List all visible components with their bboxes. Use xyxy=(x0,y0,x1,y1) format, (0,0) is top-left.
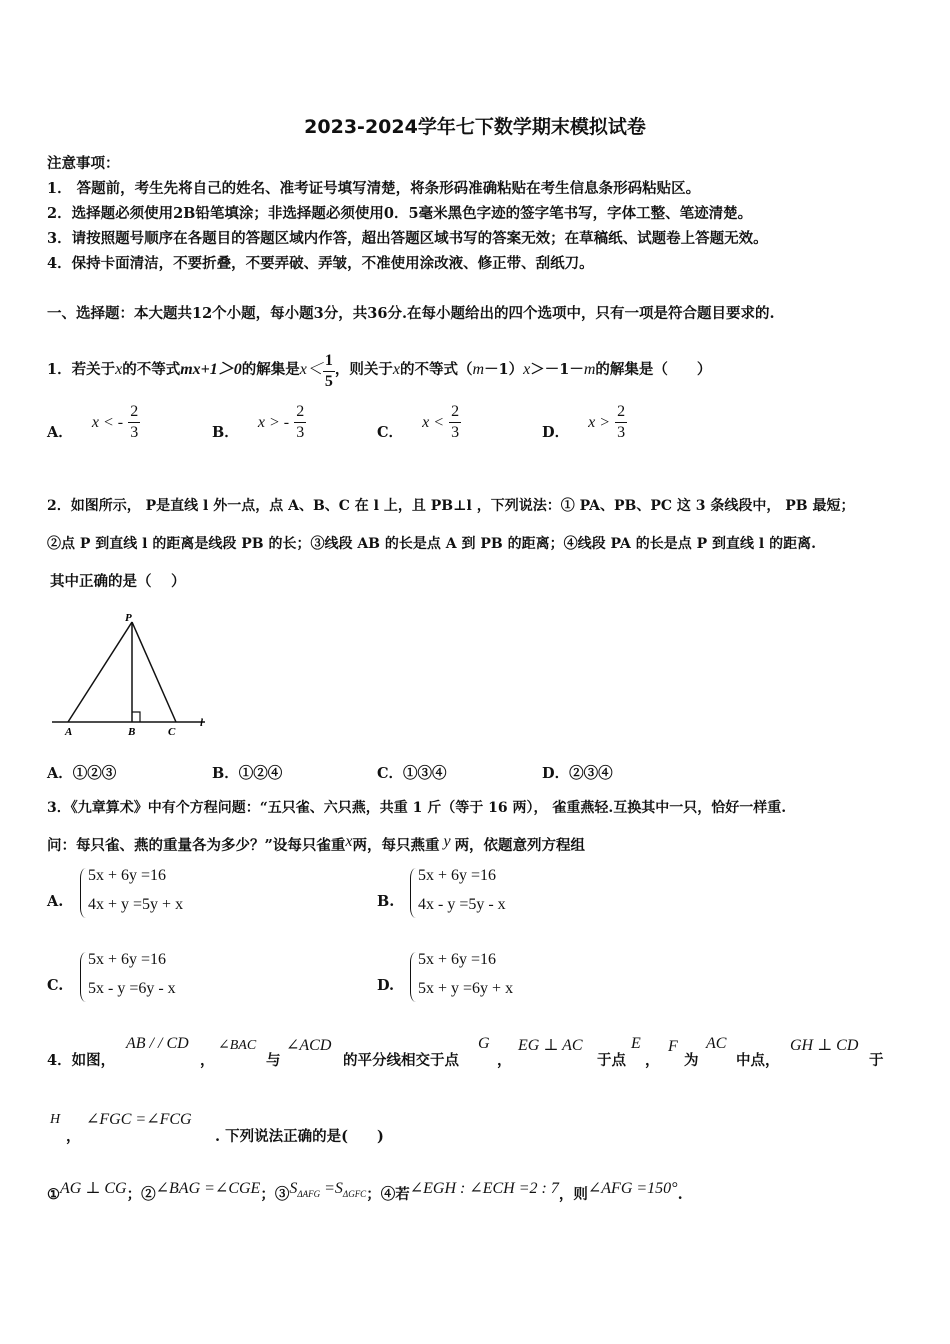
question-3-line: 3．《九章算术》中有个方程问题：“五只雀、六只燕，共重 1 斤（等于 16 两）， 雀重燕轻.互换其中一只，恰好一样重. xyxy=(47,800,787,816)
text: 为 xyxy=(684,1052,699,1069)
math-expr: ∠FGC =∠FCG xyxy=(86,1111,192,1128)
geometry-figure xyxy=(50,608,220,740)
label-c: C xyxy=(168,726,176,738)
option-c[interactable]: C．①③④ xyxy=(377,765,447,782)
option-d-label[interactable]: D. xyxy=(377,977,395,994)
math-expr: H xyxy=(50,1112,61,1127)
label-a: A xyxy=(65,726,73,738)
notice-item: 3．请按照题号顺序在各题目的答题区域内作答，超出答题区域书写的答案无效；在草稿纸、试题卷上答题无效。 xyxy=(47,230,768,247)
math-expr: AC xyxy=(706,1035,727,1052)
label-p: P xyxy=(125,612,132,624)
punct: ， xyxy=(200,1052,215,1069)
math-expr: AB / / CD xyxy=(126,1035,189,1052)
text: 中点， xyxy=(736,1052,780,1069)
question-2-line: ②点 P 到直线 l 的距离是线段 PB 的长；③线段 AB 的长是点 A 到 PB 的距离；④线段 PA 的长是点 P 到直线 l 的距离. xyxy=(47,536,816,552)
math-expr: F xyxy=(668,1038,678,1055)
question-4-text: 4．如图， xyxy=(47,1052,116,1069)
punct: ， xyxy=(66,1128,81,1145)
equation: 5x + 6y =16 xyxy=(418,867,497,884)
math-expr: E xyxy=(631,1035,641,1052)
text: 于点 xyxy=(597,1052,626,1069)
page-title: 2023-2024学年七下数学期末模拟试卷 xyxy=(304,116,646,138)
math-expr: GH ⊥ CD xyxy=(790,1037,859,1054)
notice-heading: 注意事项： xyxy=(47,155,120,172)
question-2-line: 2．如图所示， P是直线 l 外一点，点 A、B、C 在 l 上，且 PB⊥l ，下列说法：① PA、PB、PC 这 3 条线段中， PB 最短； xyxy=(47,498,855,514)
section-heading: 一、选择题：本大题共12个小题，每小题3分，共36分.在每小题给出的四个选项中，只有一项是符合题目要求的. xyxy=(47,305,775,322)
label-l: l xyxy=(200,717,204,729)
math-expr: ∠ACD xyxy=(286,1037,332,1054)
text: 于 xyxy=(869,1052,884,1069)
equation: 5x + 6y =16 xyxy=(88,867,167,884)
notice-item: 4．保持卡面清洁，不要折叠，不要弄破、弄皱，不准使用涂改液、修正带、刮纸刀。 xyxy=(47,255,594,272)
math-expr: ∠BAC xyxy=(218,1038,257,1053)
question-2-line: 其中正确的是（ ） xyxy=(50,573,186,590)
option-d[interactable]: D．②③④ xyxy=(542,765,613,782)
option-d[interactable]: D． x > $\frac{2}{3}$ xyxy=(542,403,626,441)
equation: 5x + 6y =16 xyxy=(88,951,167,968)
text: . 下列说法正确的是( ) xyxy=(215,1128,384,1145)
text: 的平分线相交于点 xyxy=(343,1052,459,1069)
equation: 5x - y =6y - x xyxy=(88,980,176,997)
option-b-label[interactable]: B. xyxy=(377,893,395,910)
option-a-label[interactable]: A. xyxy=(47,893,64,910)
equation: 4x + y =5y + x xyxy=(88,896,184,913)
label-b: B xyxy=(128,726,136,738)
equation: 5x + y =6y + x xyxy=(418,980,514,997)
math-expr: G xyxy=(478,1035,490,1052)
option-b[interactable]: B． x > - $\frac{2}{3}$ xyxy=(212,403,305,441)
option-a[interactable]: A． x < - $\frac{2}{3}$ xyxy=(47,403,139,441)
punct: ， xyxy=(645,1052,660,1069)
punct: ， xyxy=(497,1052,512,1069)
notice-item: 2．选择题必须使用2B铅笔填涂；非选择题必须使用0．5毫米黑色字迹的签字笔书写，字体工整、笔迹清楚。 xyxy=(47,205,753,222)
equation: 4x - y =5y - x xyxy=(418,896,506,913)
text: 与 xyxy=(266,1052,281,1069)
question-4-statements: ①AG ⊥ CG；②∠BAG =∠CGE；③SΔAFG =SΔGFC；④若∠EGH : ∠ECH =2 : 7，则∠AFG =150°. xyxy=(47,1180,683,1203)
option-c-label[interactable]: C. xyxy=(47,977,64,994)
equation: 5x + 6y =16 xyxy=(418,951,497,968)
notice-item: 1． 答题前，考生先将自己的姓名、准考证号填写清楚，将条形码准确粘贴在考生信息条形码粘贴区。 xyxy=(47,180,701,197)
math-expr: EG ⊥ AC xyxy=(518,1037,583,1054)
question-3-line: 问：每只雀、燕的重量各为多少？”设每只雀重x两，每只燕重 y 两，依题意列方程组 xyxy=(47,833,586,854)
option-b[interactable]: B．①②④ xyxy=(212,765,283,782)
option-c[interactable]: C． x < $\frac{2}{3}$ xyxy=(377,403,460,441)
question-1-text: 1．若关于x的不等式mx+1＞0的解集是x＜ $\frac{1}{5}$ ，则关于x的不等式（m－1）x＞－1－m的解集是（ ） xyxy=(47,352,712,390)
option-a[interactable]: A．①②③ xyxy=(47,765,117,782)
